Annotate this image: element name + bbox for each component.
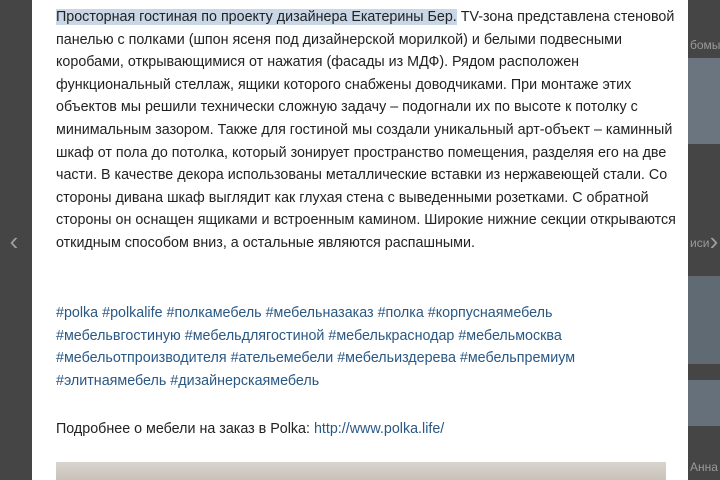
background-text-fragment: бомы <box>690 38 720 52</box>
hashtag-link[interactable]: #мебельвгостиную <box>56 327 181 344</box>
hashtag-list <box>56 302 676 392</box>
chevron-right-icon: › <box>709 226 719 256</box>
hashtag-link[interactable]: #мебелькраснодар <box>328 327 455 344</box>
hashtag-link[interactable]: #ательемебели <box>230 350 334 367</box>
background-text-fragment: Анна <box>690 460 718 474</box>
post-card <box>32 0 688 480</box>
hashtag-link[interactable]: #полка <box>377 305 424 321</box>
prev-post-button[interactable] <box>2 226 26 256</box>
hashtag-link[interactable]: #полкамебель <box>166 305 262 321</box>
hashtag-link[interactable]: #мебельдлягостиной <box>184 327 325 344</box>
background-thumbnail <box>688 380 720 426</box>
more-info-label: Подробнее о мебели на заказ в Polka: <box>56 421 314 437</box>
hashtag-link[interactable]: #корпуснаямебель <box>427 305 553 321</box>
hashtag-link[interactable]: #мебельпремиум <box>459 350 576 367</box>
hashtag-link[interactable]: #polkalife <box>102 305 163 321</box>
hashtag-link[interactable]: #polka <box>56 305 99 321</box>
website-link[interactable]: http://www.polka.life/ <box>313 421 445 437</box>
selected-text[interactable]: Просторная гостиная по проекту дизайнера Екатерины Бер. <box>56 9 457 25</box>
post-body: TV-зона представлена стеновой панелью с полками (шпон ясеня под дизайнерской морилкой) и белыми подвесными коробами, открывающимися от нажатия (фасады из МДФ). Рядом расположен функциональный стеллаж, ящики которого снабжены доводчиками. При монтаже этих объектов мы решили технически сложную задачу – подогнали их по высоте к потолку с минимальным зазором. Также для гостиной мы создали уникальный арт-объект – каминный шкаф от пола до потолка, который зонирует пространство помещения, разделяя его на две части. В качестве декора использованы металлические вставки из нержавеющей стали. Со стороны дивана шкаф выглядит как глухая стена с выведенными розетками. С обратной стороны он оснащен ящиками и встроенным камином. Широкие нижние секции открываются откидным способом вниз, а остальные являются распашными. <box>56 9 676 251</box>
hashtag-link[interactable]: #дизайнерскаямебель <box>170 372 320 389</box>
hashtag-link[interactable]: #элитнаямебель <box>56 372 167 389</box>
hashtag-link[interactable]: #мебельиздерева <box>337 350 456 367</box>
more-info <box>56 418 676 440</box>
hashtag-link[interactable]: #мебельназаказ <box>265 305 374 321</box>
hashtag-link[interactable]: #мебельмосква <box>458 327 562 344</box>
post-photo[interactable] <box>56 462 666 480</box>
post-text <box>56 6 676 255</box>
background-thumbnail <box>688 58 720 144</box>
next-post-button[interactable] <box>702 226 720 256</box>
background-thumbnail <box>688 276 720 364</box>
chevron-left-icon: ‹ <box>9 226 19 256</box>
background-text-fragment: иси <box>690 236 710 250</box>
hashtag-link[interactable]: #мебельотпроизводителя <box>56 350 227 367</box>
